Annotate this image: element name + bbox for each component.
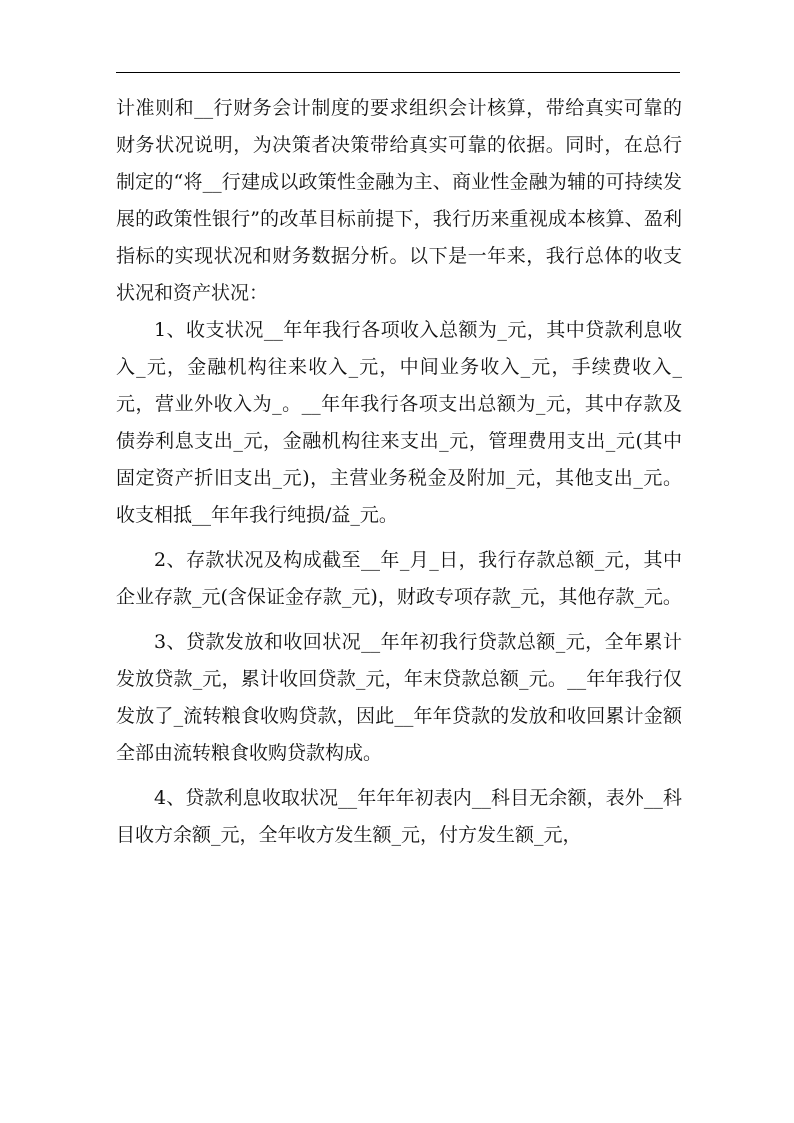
- paragraph-loan-interest: 4、贷款利息收取状况__年年年初表内__科目无余额，表外__科目收方余额_元，全年收方发生额_元，付方发生额_元，: [116, 787, 682, 846]
- paragraph-income-expense: 1、收支状况__年年我行各项收入总额为_元，其中贷款利息收入_元，金融机构往来收入_元，中间业务收入_元，手续费收入_元，营业外收入为_。__年年我行各项支出总额为_元，其中存款及债券利息支出_元，金融机构往来支出_元，管理费用支出_元(其中固定资产折旧支出_元)，主营业务税金及附加_元，其他支出_元。收支相抵__年年我行纯损/益_元。: [116, 319, 682, 526]
- paragraph-loans: 3、贷款发放和收回状况__年年初我行贷款总额_元，全年累计发放贷款_元，累计收回贷款_元，年末贷款总额_元。__年年我行仅发放了_流转粮食收购贷款，因此__年年贷款的发放和收回累计金额全部由流转粮食收购贷款构成。: [116, 631, 682, 764]
- document-body: [116, 90, 682, 854]
- paragraph-intro: 计准则和__行财务会计制度的要求组织会计核算，带给真实可靠的财务状况说明，为决策者决策带给真实可靠的依据。同时，在总行制定的“将__行建成以政策性金融为主、商业性金融为辅的可持续发展的政策性银行”的改革目标前提下，我行历来重视成本核算、盈利指标的实现状况和财务数据分析。以下是一年来，我行总体的收支状况和资产状况：: [116, 97, 682, 304]
- header-rule: [116, 72, 680, 73]
- paragraph-deposits: 2、存款状况及构成截至__年_月_日，我行存款总额_元，其中企业存款_元(含保证金存款_元)，财政专项存款_元，其他存款_元。: [116, 549, 682, 608]
